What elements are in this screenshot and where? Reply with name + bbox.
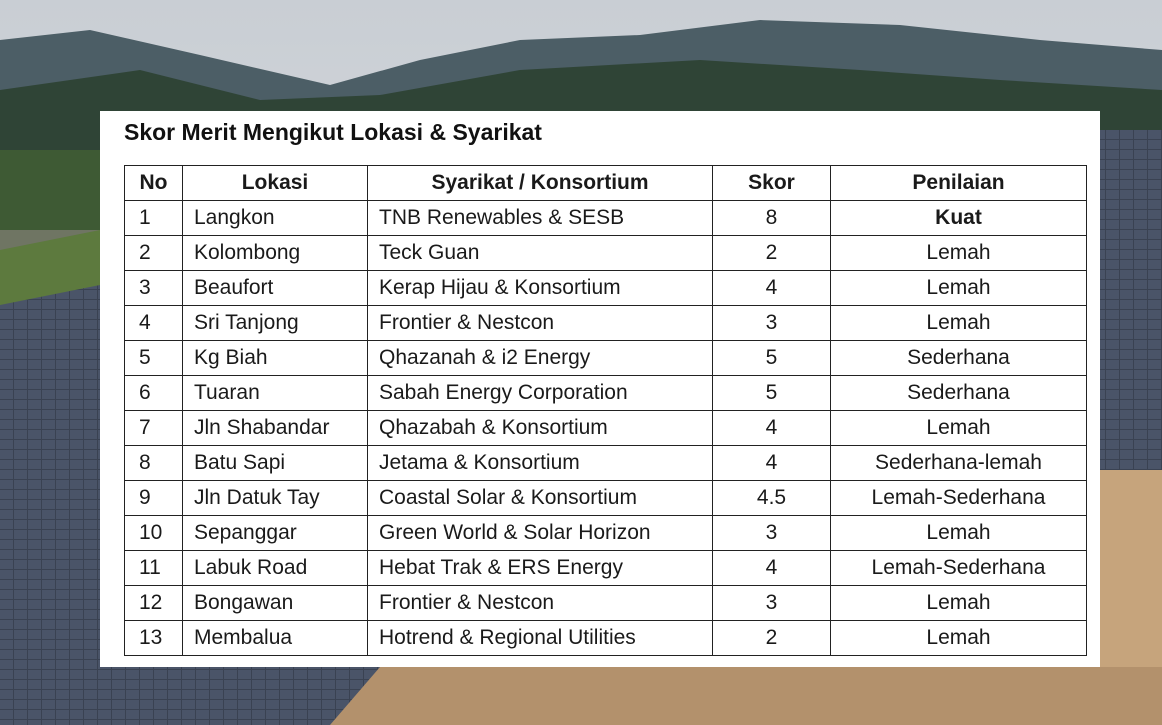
cell-lokasi: Bongawan [183, 586, 368, 621]
cell-no: 10 [125, 516, 183, 551]
table-row [125, 516, 1087, 551]
cell-syarikat: Coastal Solar & Konsortium [368, 481, 713, 516]
cell-lokasi: Sepanggar [183, 516, 368, 551]
cell-penilaian: Lemah [831, 516, 1087, 551]
cell-penilaian: Lemah [831, 411, 1087, 446]
cell-syarikat: Teck Guan [368, 236, 713, 271]
cell-skor: 4 [713, 271, 831, 306]
cell-penilaian: Lemah [831, 621, 1087, 656]
cell-syarikat: Kerap Hijau & Konsortium [368, 271, 713, 306]
cell-syarikat: Hebat Trak & ERS Energy [368, 551, 713, 586]
table-row [125, 201, 1087, 236]
header-lokasi: Lokasi [183, 166, 368, 201]
cell-lokasi: Membalua [183, 621, 368, 656]
table-row [125, 411, 1087, 446]
cell-lokasi: Kg Biah [183, 341, 368, 376]
cell-syarikat: Qhazanah & i2 Energy [368, 341, 713, 376]
cell-skor: 3 [713, 306, 831, 341]
header-row [125, 166, 1087, 201]
table-row [125, 341, 1087, 376]
cell-skor: 5 [713, 341, 831, 376]
cell-penilaian: Sederhana-lemah [831, 446, 1087, 481]
cell-penilaian: Lemah [831, 306, 1087, 341]
table-row [125, 236, 1087, 271]
table-title: Skor Merit Mengikut Lokasi & Syarikat [124, 119, 542, 145]
cell-no: 3 [125, 271, 183, 306]
cell-penilaian: Kuat [831, 201, 1087, 236]
cell-syarikat: Jetama & Konsortium [368, 446, 713, 481]
cell-lokasi: Langkon [183, 201, 368, 236]
cell-no: 8 [125, 446, 183, 481]
cell-syarikat: Frontier & Nestcon [368, 306, 713, 341]
cell-penilaian: Lemah-Sederhana [831, 481, 1087, 516]
cell-penilaian: Sederhana [831, 341, 1087, 376]
cell-skor: 4.5 [713, 481, 831, 516]
cell-lokasi: Kolombong [183, 236, 368, 271]
header-no: No [125, 166, 183, 201]
table-row [125, 621, 1087, 656]
cell-no: 12 [125, 586, 183, 621]
table-row [125, 376, 1087, 411]
cell-lokasi: Beaufort [183, 271, 368, 306]
cell-lokasi: Sri Tanjong [183, 306, 368, 341]
cell-no: 7 [125, 411, 183, 446]
cell-penilaian: Lemah [831, 271, 1087, 306]
header-penilaian: Penilaian [831, 166, 1087, 201]
cell-skor: 4 [713, 551, 831, 586]
cell-no: 11 [125, 551, 183, 586]
cell-no: 13 [125, 621, 183, 656]
table-row [125, 271, 1087, 306]
table-row [125, 446, 1087, 481]
cell-skor: 2 [713, 236, 831, 271]
cell-no: 5 [125, 341, 183, 376]
table-row [125, 481, 1087, 516]
header-syarikat: Syarikat / Konsortium [368, 166, 713, 201]
cell-lokasi: Jln Datuk Tay [183, 481, 368, 516]
cell-skor: 3 [713, 516, 831, 551]
cell-skor: 2 [713, 621, 831, 656]
cell-syarikat: Qhazabah & Konsortium [368, 411, 713, 446]
table-row [125, 586, 1087, 621]
cell-penilaian: Sederhana [831, 376, 1087, 411]
cell-syarikat: Green World & Solar Horizon [368, 516, 713, 551]
score-table [124, 165, 1087, 656]
cell-syarikat: Hotrend & Regional Utilities [368, 621, 713, 656]
cell-no: 2 [125, 236, 183, 271]
cell-lokasi: Jln Shabandar [183, 411, 368, 446]
header-skor: Skor [713, 166, 831, 201]
cell-skor: 3 [713, 586, 831, 621]
cell-lokasi: Tuaran [183, 376, 368, 411]
cell-no: 6 [125, 376, 183, 411]
cell-syarikat: TNB Renewables & SESB [368, 201, 713, 236]
cell-lokasi: Batu Sapi [183, 446, 368, 481]
cell-no: 9 [125, 481, 183, 516]
table-row [125, 551, 1087, 586]
cell-skor: 4 [713, 446, 831, 481]
cell-no: 1 [125, 201, 183, 236]
table-panel [100, 111, 1100, 667]
cell-lokasi: Labuk Road [183, 551, 368, 586]
table-row [125, 306, 1087, 341]
cell-syarikat: Sabah Energy Corporation [368, 376, 713, 411]
cell-penilaian: Lemah [831, 586, 1087, 621]
cell-skor: 8 [713, 201, 831, 236]
cell-penilaian: Lemah-Sederhana [831, 551, 1087, 586]
cell-syarikat: Frontier & Nestcon [368, 586, 713, 621]
cell-no: 4 [125, 306, 183, 341]
cell-penilaian: Lemah [831, 236, 1087, 271]
cell-skor: 4 [713, 411, 831, 446]
cell-skor: 5 [713, 376, 831, 411]
